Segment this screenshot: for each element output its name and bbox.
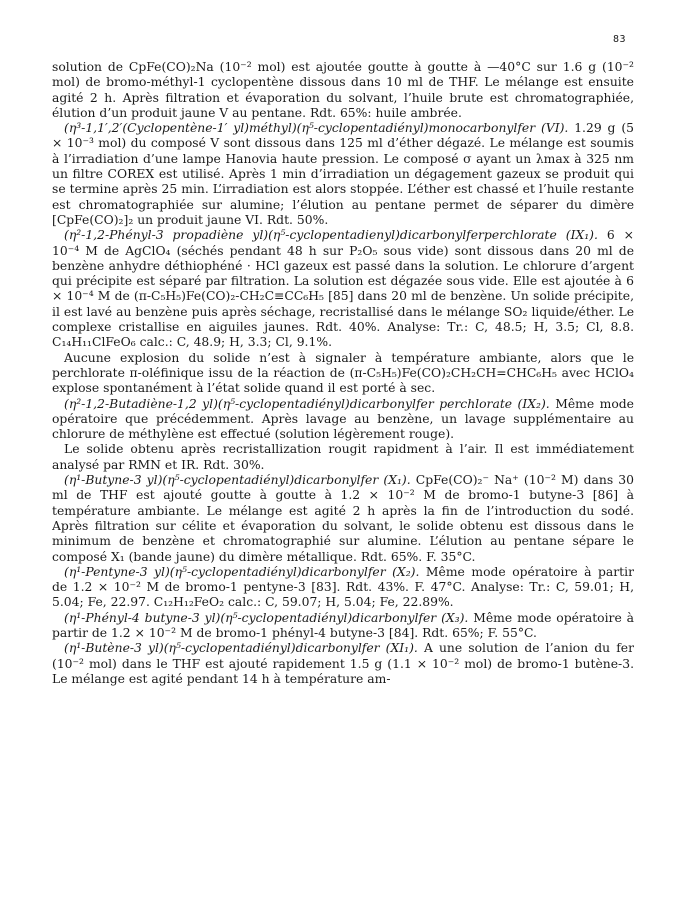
paragraph-6 <box>52 473 634 565</box>
paragraph-8-title: (η¹-Phényl-4 butyne-3 yl)(η⁵-cyclopentadiényl)dicarbonylfer (X₃). <box>64 610 469 625</box>
paragraph-7-text: Même mode opératoire à partir de 1.2 × 10⁻² M de bromo-1 pentyne-3 [83]. Rdt. 43%. F. 47°C. Analyse: Tr.: C, 59.01; H, 5.04; Fe, 22.97. C₁₂H₁₂FeO₂ calc.: C, 59.07; H, 5.04; Fe, 22.89%. <box>52 564 634 610</box>
paragraph-6-title: (η¹-Butyne-3 yl)(η⁵-cyclopentadiényl)dicarbonylfer (X₁). <box>64 473 411 488</box>
page-number: 83 <box>612 34 626 45</box>
paragraph-0 <box>52 60 634 121</box>
paragraph-2 <box>52 228 634 350</box>
paragraph-8-text: Même mode opératoire à partir de 1.2 × 10⁻² M de bromo-1 phényl-4 butyne-3 [84]. Rdt. 65%; F. 55°C. <box>52 610 634 640</box>
paragraph-5 <box>52 442 634 473</box>
paragraph-4 <box>52 397 634 443</box>
paragraph-9 <box>52 641 634 687</box>
paragraph-4-title: (η²-1,2-Butadiène-1,2 yl)(η⁵-cyclopentadiényl)dicarbonylfer perchlorate (IX₂). <box>64 396 550 411</box>
paragraph-2-title: (η²-1,2-Phényl-3 propadiène yl)(η⁵-cyclopentadienyl)dicarbonylferperchlorate (IX₁). <box>64 228 598 243</box>
paragraph-9-title: (η¹-Butène-3 yl)(η⁵-cyclopentadiényl)dicarbonylfer (XI₁). <box>64 641 418 656</box>
paragraph-1-text: 1.29 g (5 × 10⁻³ mol) du composé V sont dissous dans 125 ml d’éther dégazé. Le mélange est soumis à l’irradiation d’une lampe Hanovia haute pression. Le composé σ ayant un λmax à 325 nm un filtre COREX est utilisé. Après 1 min d’irradiation un dégagement gazeux se produit qui se termine après 25 min. L’irradiation est alors stoppée. L’éther est chassé et l’huile restante est chromatographiée sur alumine; l’élution au pentane permet de séparer du dimère [CpFe(CO)₂]₂ un produit jaune VI. Rdt. 50%. <box>52 121 634 227</box>
paragraph-6-text: CpFe(CO)₂⁻ Na⁺ (10⁻² M) dans 30 ml de THF est ajouté goutte à goutte à 1.2 × 10⁻² M de bromo-1 butyne-3 [86] à température ambiante. Le mélange est agité 2 h après la fin de l’introduction du sodé. Après filtration sur célite et évaporation du solvant, le solide obtenu est dissous dans le minimum de benzène et chromatographié sur alumine. L’élution au pentane sépare le composé X₁ (bande jaune) du dimère métallique. Rdt. 65%. F. 35°C. <box>52 473 634 564</box>
paragraph-5-text: Le solide obtenu après recristallization rougit rapidment à l’air. Il est immédiatement analysé par RMN et IR. Rdt. 30%. <box>52 442 634 472</box>
paragraph-1-title: (η³-1,1′,2′(Cyclopentène-1′ yl)méthyl)(η⁵-cyclopentadiényl)monocarbonylfer (VI). <box>64 121 569 136</box>
paragraph-9-text: A une solution de l’anion du fer (10⁻² mol) dans le THF est ajouté rapidement 1.5 g (1.1 × 10⁻² mol) de bromo-1 butène-3. Le mélange est agité pendant 14 h à température am- <box>52 641 634 686</box>
paragraph-3 <box>52 351 634 397</box>
paragraph-1 <box>52 121 634 228</box>
paragraph-3-text: Aucune explosion du solide n’est à signaler à température ambiante, alors que le perchlorate π-oléfinique issu de la réaction de (π-C₅H₅)Fe(CO)₂CH₂CH=CHC₆H₅ avec HClO₄ explose spontanément à l’état solide quand il est porté à sec. <box>52 350 634 396</box>
paragraph-7 <box>52 565 634 611</box>
body-text <box>52 60 634 896</box>
paragraph-4-text: Même mode opératoire que précédemment. Après lavage au benzène, un lavage supplémentaire au chlorure de méthylène est effectué (solution légèrement rouge). <box>52 396 634 442</box>
paragraph-0-text: solution de CpFe(CO)₂Na (10⁻² mol) est ajoutée goutte à goutte à —40°C sur 1.6 g (10⁻² mol) de bromo-méthyl-1 cyclopentène dissous dans 10 ml de THF. Le mélange est ensuite agité 2 h. Après filtration et évaporation du solvant, l’huile brute est chromatographiée, élution d’un produit jaune V au pentane. Rdt. 65%: huile ambrée. <box>52 60 634 120</box>
paragraph-7-title: (η¹-Pentyne-3 yl)(η⁵-cyclopentadiényl)dicarbonylfer (X₂). <box>64 564 420 579</box>
paragraph-2-text: 6 × 10⁻⁴ M de AgClO₄ (séchés pendant 48 h sur P₂O₅ sous vide) sont dissous dans 20 ml de benzène anhydre déthiophéné · HCl gazeux est passé dans la solution. Le chlorure d’argent qui précipite est séparé par filtration. La solution est dégazée sous vide. Elle est ajoutée à 6 × 10⁻⁴ M de (π-C₅H₅)Fe(CO)₂-CH₂C≡CC₆H₅ [85] dans 20 ml de benzène. Un solide précipite, il est lavé au benzène puis après séchage, recristallisé dans le mélange SO₂ liquide/éther. Le complexe cristallise en aiguiles jaunes. Rdt. 40%. Analyse: Tr.: C, 48.5; H, 3.5; Cl, 8.8. C₁₄H₁₁ClFeO₆ calc.: C, 48.9; H, 3.3; Cl, 9.1%. <box>52 228 634 350</box>
paragraph-8 <box>52 611 634 642</box>
